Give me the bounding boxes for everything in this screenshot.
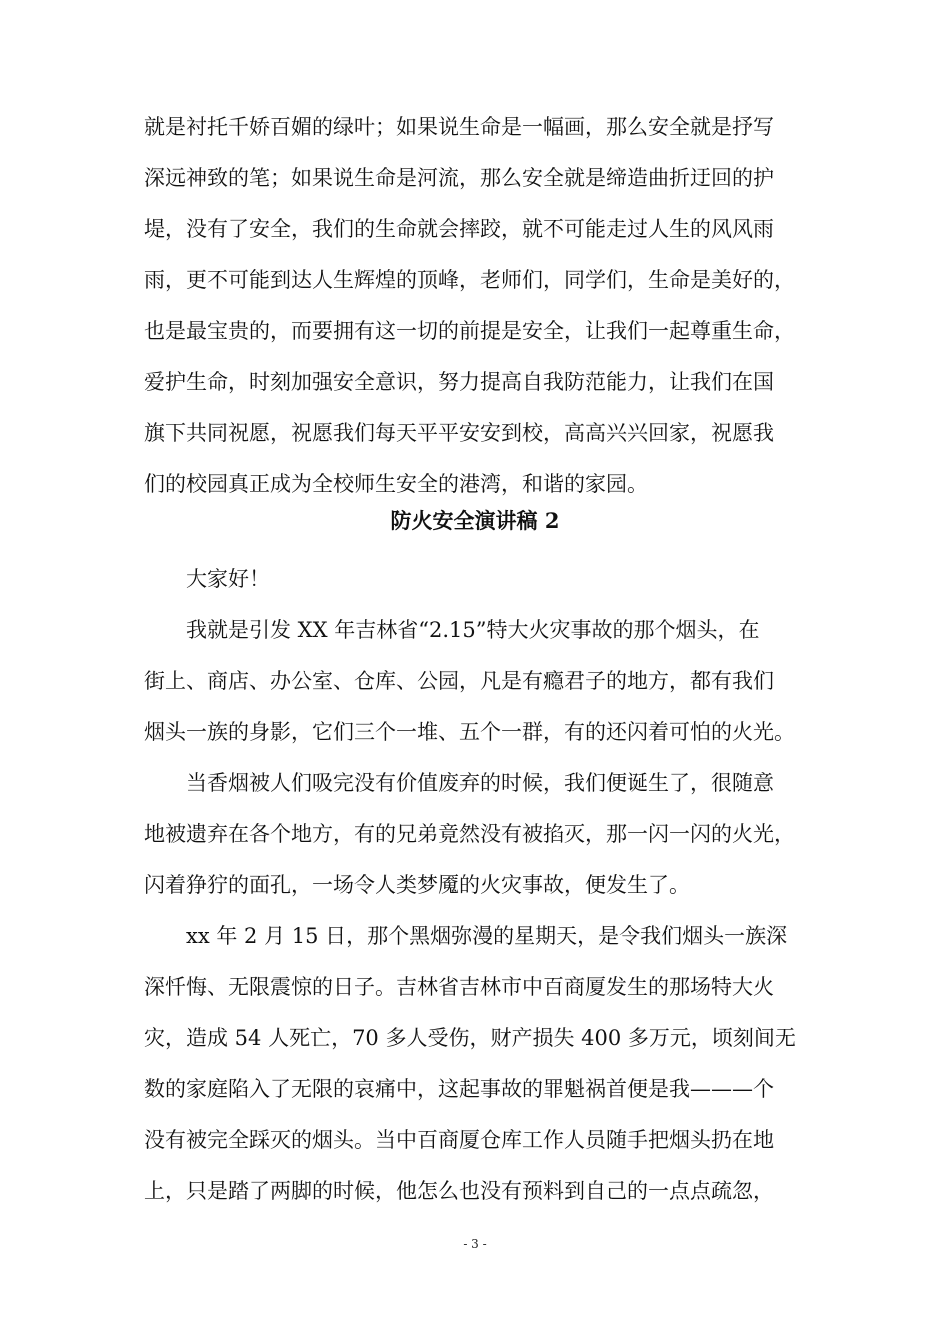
speech-body [144,554,824,1217]
paragraph-line: 深忏悔、无限震惊的日子。吉林省吉林市中百商厦发生的那场特大火 [144,975,774,999]
paragraph-line: xx 年 2 月 15 日，那个黑烟弥漫的星期天，是令我们烟头一族深 [144,924,788,948]
paragraph-line: 街上、商店、办公室、仓库、公园，凡是有瘾君子的地方，都有我们 [144,669,774,693]
paragraph-line: 们的校园真正成为全校师生安全的港湾，和谐的家园。 [144,472,648,496]
paragraph-line: 灾，造成 54 人死亡，70 多人受伤，财产损失 400 多万元，顷刻间无 [144,1026,796,1050]
paragraph-line: 雨，更不可能到达人生辉煌的顶峰，老师们，同学们，生命是美好的， [144,268,795,292]
paragraph-line: 数的家庭陷入了无限的哀痛中，这起事故的罪魁祸首便是我———个 [144,1077,774,1101]
paragraph-line: 大家好！ [144,567,270,591]
paragraph-line: 我就是引发 XX 年吉林省“2.15”特大火灾事故的那个烟头，在 [144,618,760,642]
paragraph-line: 闪着狰狞的面孔，一场令人类梦魇的火灾事故，便发生了。 [144,873,690,897]
paragraph-line: 当香烟被人们吸完没有价值废弃的时候，我们便诞生了，很随意 [144,771,774,795]
paragraph-line: 也是最宝贵的，而要拥有这一切的前提是安全，让我们一起尊重生命， [144,319,795,343]
paragraph-line: 没有被完全踩灭的烟头。当中百商厦仓库工作人员随手把烟头扔在地 [144,1128,774,1152]
section-title: 防火安全演讲稿 2 [390,508,560,533]
paragraph-line: 深远神致的笔；如果说生命是河流，那么安全就是缔造曲折迂回的护 [144,166,774,190]
paragraph-line: 烟头一族的身影，它们三个一堆、五个一群，有的还闪着可怕的火光。 [144,720,795,744]
top-paragraph [144,102,824,510]
paragraph-line: 上，只是踏了两脚的时候，他怎么也没有预料到自己的一点点疏忽， [144,1179,774,1203]
page-number: - 3 - [463,1237,487,1251]
paragraph-line: 爱护生命，时刻加强安全意识，努力提高自我防范能力，让我们在国 [144,370,774,394]
paragraph-line: 堤，没有了安全，我们的生命就会摔跤，就不可能走过人生的风风雨 [144,217,774,241]
paragraph-line: 就是衬托千娇百媚的绿叶；如果说生命是一幅画，那么安全就是抒写 [144,115,774,139]
paragraph-line: 地被遗弃在各个地方，有的兄弟竟然没有被掐灭，那一闪一闪的火光， [144,822,795,846]
paragraph-line: 旗下共同祝愿，祝愿我们每天平平安安到校，高高兴兴回家，祝愿我 [144,421,774,445]
